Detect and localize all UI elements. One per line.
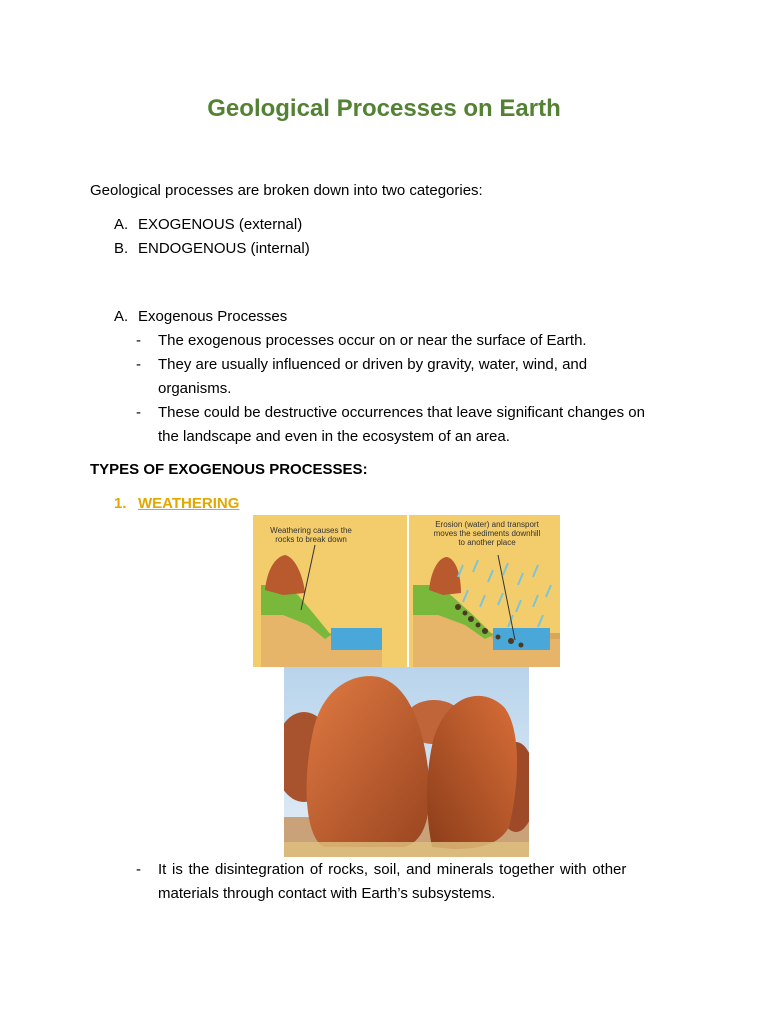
bullet-text-continued: the landscape and even in the ecosystem of an area. <box>158 428 510 445</box>
list-marker: A. <box>114 216 129 233</box>
list-marker: 1. <box>114 495 127 512</box>
left-caption-line-1: Weathering causes the <box>270 526 352 535</box>
bullet-text: These could be destructive occurrences that leave significant changes on <box>158 404 645 421</box>
dry-grass <box>284 842 529 857</box>
page-title: Geological Processes on Earth <box>207 95 561 122</box>
category-item-a <box>114 215 302 235</box>
weathering-heading <box>114 494 239 514</box>
bullet-text-continued: organisms. <box>158 380 232 397</box>
intro-text: Geological processes are broken down into two categories: <box>90 182 483 199</box>
split-boulder-photo <box>284 667 529 857</box>
list-marker: B. <box>114 240 129 257</box>
bullet-dash: - <box>136 861 141 878</box>
right-caption-line-3: to another place <box>458 538 516 547</box>
bullet-dash: - <box>136 404 141 421</box>
right-caption-line-2: moves the sediments downhill <box>433 529 541 538</box>
bullet-dash: - <box>136 332 141 349</box>
bullet-item <box>136 403 645 423</box>
weathering-diagram <box>253 515 560 667</box>
category-text: EXOGENOUS (external) <box>138 216 303 233</box>
types-heading: TYPES OF EXOGENOUS PROCESSES: <box>90 461 368 478</box>
bullet-text: The exogenous processes occur on or near the surface of Earth. <box>158 332 587 349</box>
bullet-dash: - <box>136 356 141 373</box>
section-heading-text: Exogenous Processes <box>138 308 288 325</box>
category-text: ENDOGENOUS (internal) <box>138 240 310 257</box>
definition-text: It is the disintegration of rocks, soil, and minerals together with other <box>158 861 627 878</box>
bullet-item <box>136 355 587 375</box>
weathering-label: WEATHERING <box>138 495 240 512</box>
definition-bullet <box>136 860 626 880</box>
bullet-item <box>136 331 587 351</box>
water <box>331 628 382 650</box>
list-marker: A. <box>114 308 129 325</box>
bullet-text: They are usually influenced or driven by gravity, water, wind, and <box>158 356 588 373</box>
section-a-heading <box>114 307 287 327</box>
definition-text-continued: materials through contact with Earth’s subsystems. <box>158 885 496 902</box>
right-caption-line-1: Erosion (water) and transport <box>435 520 539 529</box>
category-item-b <box>114 239 310 259</box>
left-caption-line-2: rocks to break down <box>275 535 347 544</box>
